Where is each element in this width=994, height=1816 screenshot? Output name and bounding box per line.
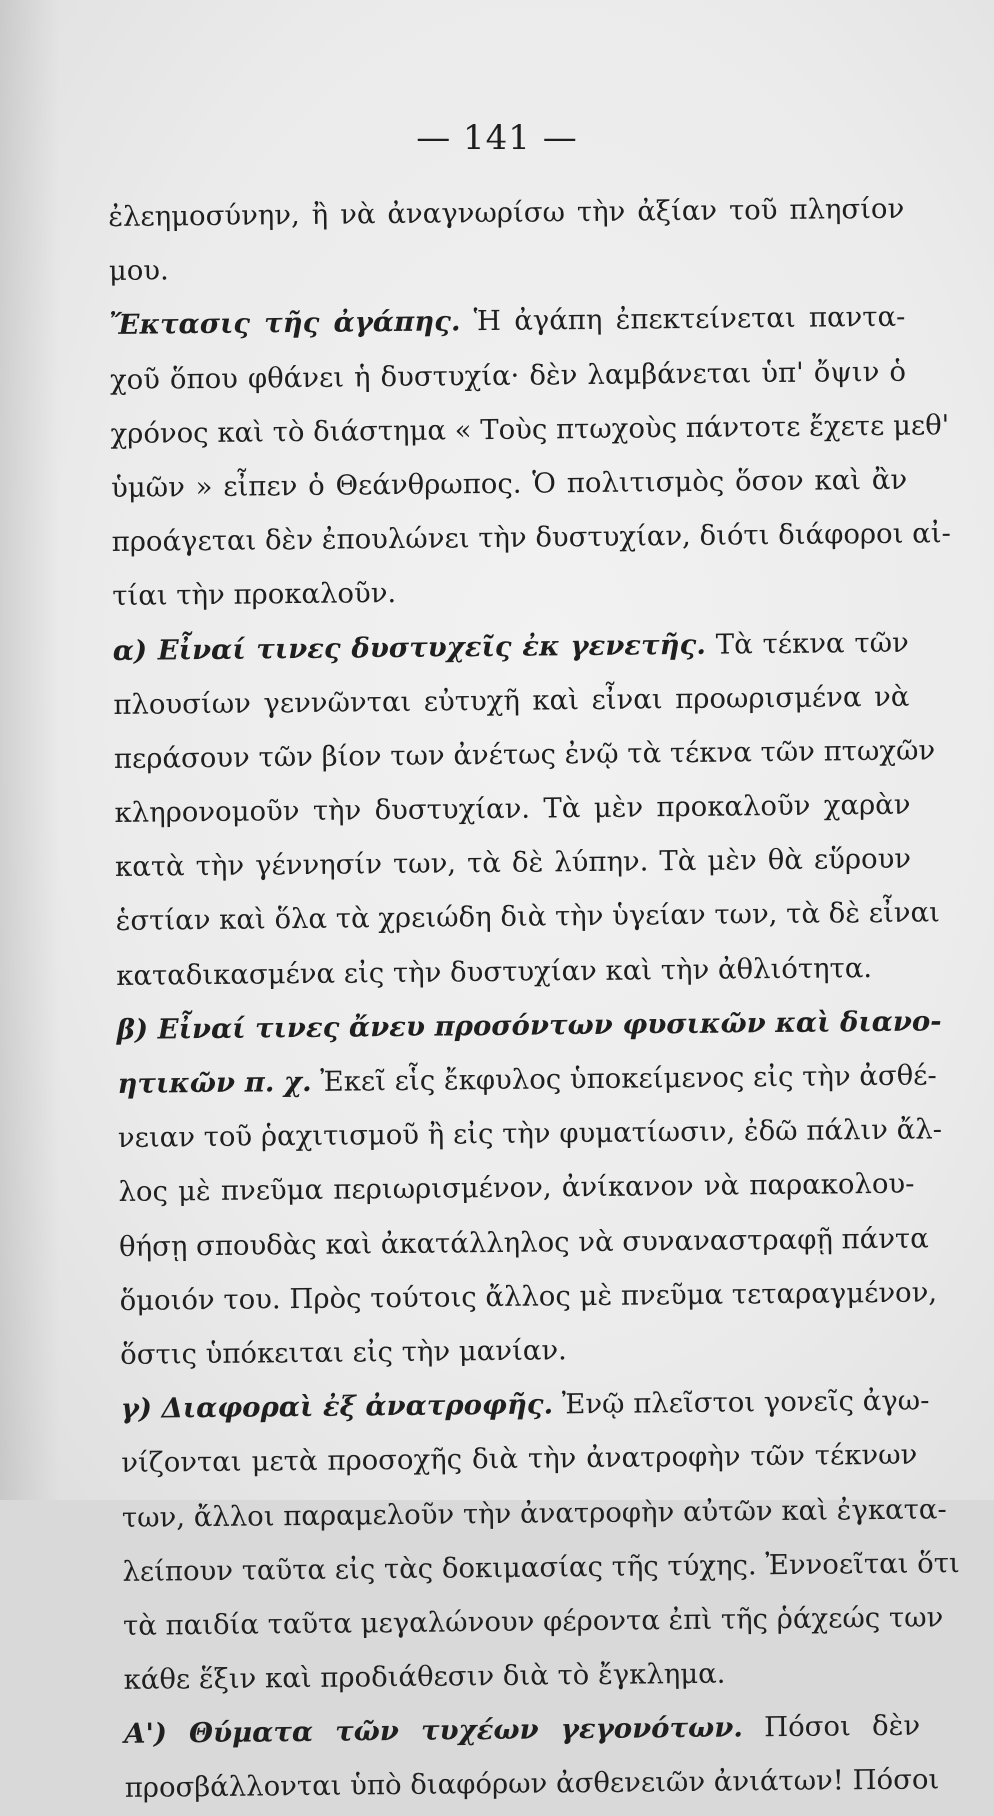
text-line xyxy=(123,1645,920,1708)
text-line xyxy=(122,1590,944,1653)
line-text: καταδικασμένα εἰς τὴν δυστυχίαν καὶ τὴν ἀθλιότητα. xyxy=(116,951,873,992)
text-line xyxy=(120,1374,930,1437)
text-line xyxy=(122,1536,960,1599)
text-line xyxy=(117,1103,943,1166)
text-line xyxy=(118,1157,915,1220)
line-text: ὅμοιόν του. Πρὸς τούτοις ἄλλος μὲ πνεῦμα τεταραγμένον, xyxy=(119,1276,938,1317)
line-text: χοῦ ὅπου φθάνει ἡ δυστυχία· δὲν λαμβάνεται ὑπ' ὄψιν ὁ xyxy=(109,355,907,396)
section-heading: α) Εἶναί τινες δυστυχεῖς ἐκ γενετῆς. xyxy=(112,628,707,667)
line-text: Ἐκεῖ εἷς ἔκφυλος ὑποκείμενος εἰς τὴν ἀσθέ- xyxy=(311,1059,937,1098)
page-number: — 141 — xyxy=(416,118,578,158)
text-line xyxy=(118,1211,929,1274)
text-line xyxy=(116,940,913,1003)
section-heading: γ) Διαφοραὶ ἐξ ἀνατροφῆς. xyxy=(120,1388,554,1426)
line-text: ἑστίαν καὶ ὅλα τὰ χρειώδη διὰ τὴν ὑγείαν των, τὰ δὲ εἶναι xyxy=(115,896,941,938)
line-text: πλουσίων γεννῶνται εὐτυχῆ καὶ εἶναι προωρισμένα νὰ xyxy=(113,680,910,721)
text-line xyxy=(108,182,905,245)
text-line xyxy=(109,236,906,299)
text-line xyxy=(114,778,911,841)
section-heading: ητικῶν π. χ. xyxy=(117,1065,312,1100)
text-line xyxy=(113,615,910,678)
text-line xyxy=(119,1265,938,1328)
section-heading: Ἔκτασις τῆς ἀγάπης. xyxy=(109,305,461,342)
line-text: Τὰ τέκνα τῶν xyxy=(705,626,909,661)
line-text: κληρονομοῦν τὴν δυστυχίαν. Τὰ μὲν προκαλοῦν χαρὰν xyxy=(114,788,911,830)
line-text: λος μὲ πνεῦμα περιωρισμένον, ἀνίκανον νὰ παρακολου- xyxy=(118,1167,915,1209)
text-line xyxy=(121,1482,947,1545)
text-line xyxy=(111,507,951,570)
text-line xyxy=(113,724,936,787)
line-text: νίζονται μετὰ προσοχῆς διὰ τὴν ἀνατροφὴν τῶν τέκνων xyxy=(121,1438,918,1480)
line-text: θήσῃ σπουδὰς καὶ ἀκατάλληλος νὰ συναναστραφῇ πάντα xyxy=(118,1222,929,1263)
line-text: περάσουν τῶν βίον των ἀνέτως ἐνῷ τὰ τέκνα τῶν πτωχῶν xyxy=(113,734,936,775)
text-line xyxy=(110,344,907,407)
text-line xyxy=(124,1699,921,1762)
text-line xyxy=(120,1320,917,1383)
line-text: προάγεται δὲν ἐπουλώνει τὴν δυστυχίαν, διότι διάφοροι αἰ- xyxy=(111,517,951,559)
line-text: νειαν τοῦ ῥαχιτισμοῦ ἢ εἰς τὴν φυματίωσιν, ἐδῶ πάλιν ἄλ- xyxy=(117,1113,943,1155)
line-text: κάθε ἕξιν καὶ προδιάθεσιν διὰ τὸ ἔγκλημα. xyxy=(123,1657,726,1696)
line-text: των, ἄλλοι παραμελοῦν τὴν ἀνατροφὴν αὐτῶν καὶ ἐγκατα- xyxy=(121,1492,947,1534)
line-text: ἐλεημοσύνην, ἢ νὰ ἀναγνωρίσω τὴν ἀξίαν τοῦ πλησίον xyxy=(108,192,905,233)
line-text: Πόσοι δὲν xyxy=(742,1709,921,1744)
line-text: Ἡ ἀγάπη ἐπεκτείνεται παντα- xyxy=(460,301,906,338)
text-line xyxy=(113,669,910,732)
line-text: ὅστις ὑπόκειται εἰς τὴν μανίαν. xyxy=(120,1334,567,1371)
line-text: προσβάλλονται ὑπὸ διαφόρων ἀσθενειῶν ἀνιάτων! Πόσοι xyxy=(124,1763,940,1805)
line-text: Ἐνῷ πλεῖστοι γονεῖς ἀγω- xyxy=(552,1384,930,1421)
text-line xyxy=(117,1049,937,1112)
line-text: λείπουν ταῦτα εἰς τὰς δοκιμασίας τῆς τύχης. Ἐννοεῖται ὅτι xyxy=(122,1546,960,1588)
text-line xyxy=(111,453,908,516)
spine-shadow xyxy=(0,0,60,1500)
text-line xyxy=(115,886,941,949)
section-heading: Α') Θύματα τῶν τυχέων γεγονότων. xyxy=(124,1711,744,1751)
line-text: ὑμῶν » εἶπεν ὁ Θεάνθρωπος. Ὁ πολιτισμὸς ὅσον καὶ ἂν xyxy=(110,463,908,504)
text-line xyxy=(124,1753,940,1816)
text-line xyxy=(115,832,912,895)
line-text: τίαι τὴν προκαλοῦν. xyxy=(112,577,397,613)
line-text: χρόνος καὶ τὸ διάστημα « Τοὺς πτωχοὺς πάντοτε ἔχετε μεθ' xyxy=(110,408,950,450)
line-text: κατὰ τὴν γέννησίν των, τὰ δὲ λύπην. Τὰ μὲν θὰ εὕρουν xyxy=(114,842,912,884)
section-heading: β) Εἶναί τινες ἄνευ προσόντων φυσικῶν καὶ διανο- xyxy=(116,1005,942,1046)
line-text: τὰ παιδία ταῦτα μεγαλώνουν φέροντα ἐπὶ τῆς ῥάχεώς των xyxy=(122,1601,944,1642)
line-text: μου. xyxy=(108,254,169,288)
text-line xyxy=(121,1428,918,1491)
text-line xyxy=(116,994,942,1057)
body-text xyxy=(108,182,960,1816)
text-line xyxy=(112,561,909,624)
text-line xyxy=(110,398,950,461)
text-line xyxy=(109,290,906,353)
